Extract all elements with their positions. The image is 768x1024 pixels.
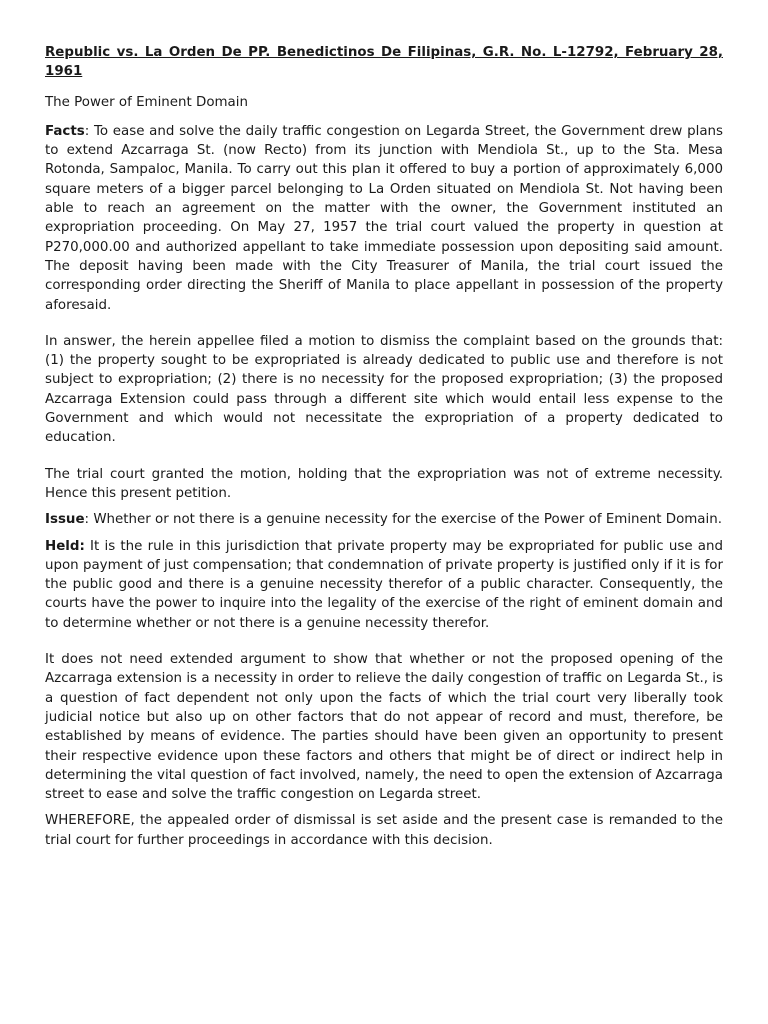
wherefore-paragraph: WHEREFORE, the appealed order of dismissal is set aside and the present case is remanded to the trial court for further proceedings in accordance with this decision. <box>45 813 723 848</box>
held-text: It is the rule in this jurisdiction that private property may be expropriated for public use and upon payment of just compensation; that condemnation of private property is justified only if it is for the public good and there is a genuine necessity therefor of a public character. Consequently, the courts have the power to inquire into the legality of the exercise of the right of eminent domain and to determine whether or not there is a genuine necessity therefor. <box>45 538 723 631</box>
case-title: Republic vs. La Orden De PP. Benedictinos De Filipinas, G.R. No. L-12792, February 28, 1961 <box>45 45 723 80</box>
argument-paragraph: It does not need extended argument to show that whether or not the proposed opening of the Azcarraga extension is a necessity in order to relieve the daily congestion of traffic on Legarda St., is a question of fact dependent not only upon the facts of which the trial court very liberally took judicial notice but also up on other factors that do not appear of record and must, therefore, be established by means of evidence. The parties should have been given an opportunity to present their respective evidence upon these factors and others that might be of direct or indirect help in determining the vital question of fact involved, namely, the need to open the extension of Azcarraga street to ease and solve the traffic congestion on Legarda street. <box>45 652 723 803</box>
facts-paragraph <box>45 122 723 315</box>
answer-paragraph: In answer, the herein appellee filed a motion to dismiss the complaint based on the grounds that: (1) the property sought to be expropriated is already dedicated to public use and therefore is not subject to expropriation; (2) there is no necessity for the proposed expropriation; (3) the proposed Azcarraga Extension could pass through a different site which would entail less expense to the Government and which would not necessitate the expropriation of a property dedicated to education. <box>45 333 723 446</box>
facts-label: Facts <box>45 123 85 139</box>
document-page <box>45 43 723 850</box>
issue-text: : Whether or not there is a genuine necessity for the exercise of the Power of Eminent Domain. <box>84 512 722 528</box>
issue-label: Issue <box>45 512 85 528</box>
case-subtitle: The Power of Eminent Domain <box>45 94 248 110</box>
facts-text: : To ease and solve the daily traffic congestion on Legarda Street, the Government drew plans to extend Azcarraga St. (now Recto) from its junction with Mendiola St., up to the Sta. Mesa Rotonda, Sampaloc, Manila. To carry out this plan it offered to buy a portion of approximately 6,000 square meters of a bigger parcel belonging to La Orden situated on Mendiola St. Not having been able to reach an agreement on the matter with the owner, the Government instituted an expropriation proceeding. On May 27, 1957 the trial court valued the property in question at P270,000.00 and authorized appellant to take immediate possession upon depositing said amount. The deposit having been made with the City Treasurer of Manila, the trial court issued the corresponding order directing the Sheriff of Manila to place appellant in possession of the property aforesaid. <box>45 123 723 313</box>
held-paragraph <box>45 537 723 633</box>
issue-paragraph <box>45 510 723 529</box>
trial-court-paragraph: The trial court granted the motion, holding that the expropriation was not of extreme necessity. Hence this present petition. <box>45 466 723 501</box>
held-label: Held: <box>45 538 85 554</box>
